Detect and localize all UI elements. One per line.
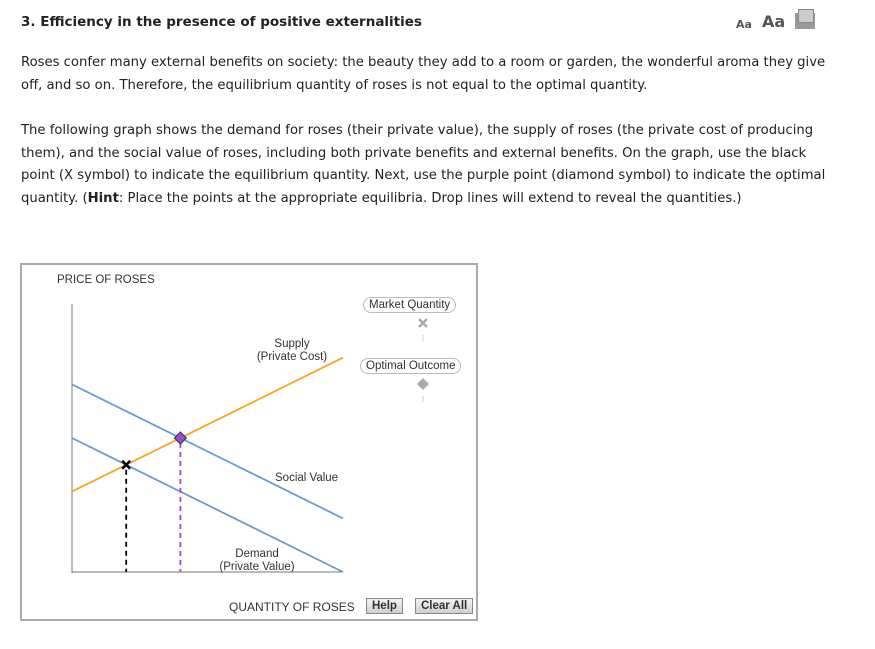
palette-x-icon[interactable]: [419, 319, 427, 327]
optimal-diamond-point[interactable]: [174, 432, 186, 444]
supply-label: Supply: [274, 338, 310, 350]
social-value-curve: [72, 384, 343, 518]
social-value-label: Social Value: [275, 472, 339, 484]
instructions-text-end: : Place the points at the appropriate equilibria. Drop lines will extend to reveal the quantities.): [118, 190, 742, 206]
palette-diamond-icon[interactable]: [417, 378, 429, 390]
demand-label: Demand: [235, 548, 279, 560]
optimal-outcome-tool[interactable]: Optimal Outcome: [360, 358, 461, 374]
demand-sublabel: (Private Value): [219, 561, 295, 573]
market-quantity-tool[interactable]: Market Quantity: [363, 297, 456, 313]
small-font-button[interactable]: Aa: [736, 18, 752, 31]
y-axis-label: PRICE OF ROSES: [57, 274, 155, 286]
market-x-point[interactable]: [122, 461, 130, 469]
x-axis-label: QUANTITY OF ROSES: [229, 600, 355, 614]
hint-label: Hint: [87, 190, 119, 206]
clear-all-button[interactable]: Clear All: [415, 598, 473, 614]
demand-curve: [72, 438, 343, 572]
page-title: 3. Efficiency in the presence of positive externalities: [21, 14, 422, 30]
intro-paragraph: Roses confer many external benefits on society: the beauty they add to a room or garden, the wonderful aroma they give off, and so on. Therefore, the equilibrium quantity of roses is not equal to the optimal quantity.: [21, 55, 826, 93]
help-button[interactable]: Help: [366, 598, 403, 614]
large-font-button[interactable]: Aa: [761, 12, 786, 31]
supply-sublabel: (Private Cost): [256, 351, 328, 363]
instructions-text: The following graph shows the demand for roses (their private value), the supply of roses (the private cost of producing them), and the social value of roses, including both private benefits and external benefits. On the graph, use the black point (X symbol) to indicate the equilibrium quantity. Next, use the purple point (diamond symbol) to indicate the optimal quantity. (: [21, 123, 826, 206]
